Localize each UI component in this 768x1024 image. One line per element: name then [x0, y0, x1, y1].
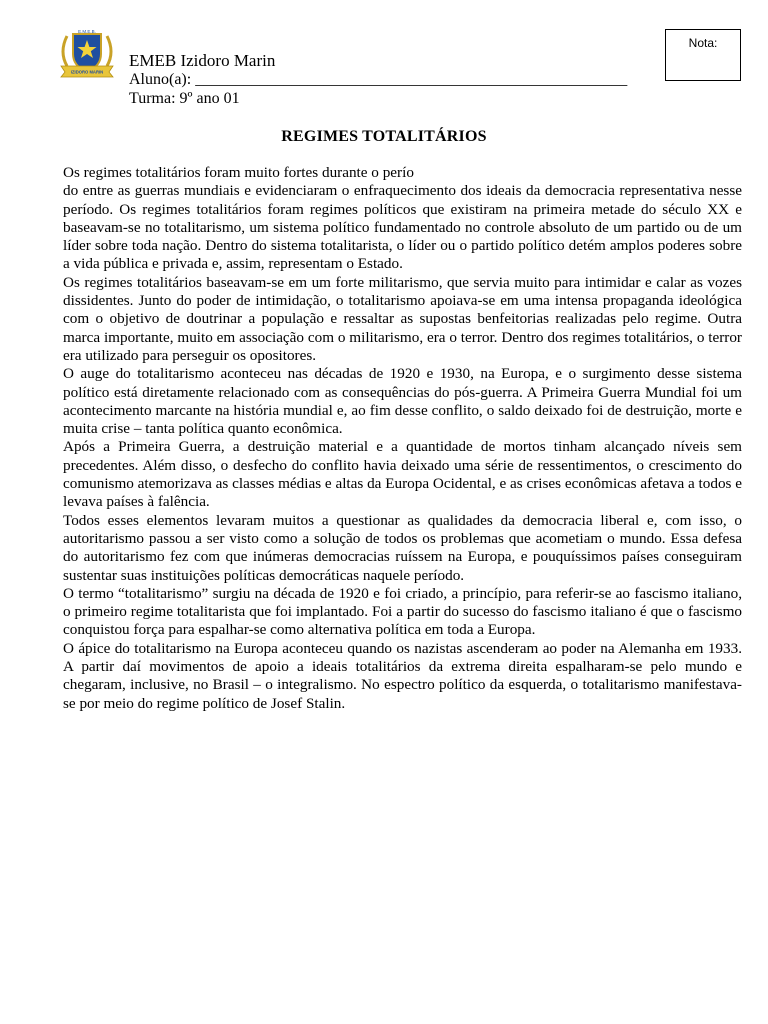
paragraph: O auge do totalitarismo aconteceu nas décadas de 1920 e 1930, na Europa, e o surgimento desse sistema político está diretamente relacionado com as consequências do pós-guerra. A Primeira Guerra Mundial foi um acontecimento marcante na história mundial e, ao fim desse conflito, o saldo deixado foi de destruição, morte e muita crise – tanta política quanto econômica. [63, 365, 742, 438]
document-body [63, 164, 742, 713]
nota-box[interactable] [665, 29, 741, 81]
paragraph: Os regimes totalitários baseavam-se em um forte militarismo, que servia muito para intimidar e calar as vozes dissidentes. Junto do poder de intimidação, o totalitarismo apoiava-se em uma intensa propaganda ideológica com o objetivo de doutrinar a população e ressaltar as supostas benfeitorias realizadas pelo regime. Outra marca importante, muito em associação com o militarismo, era o terror. Dentro dos regimes totalitários, o terror era utilizado para perseguir os opositores. [63, 273, 742, 364]
paragraph-intro-fragment: Os regimes totalitários foram muito fortes durante o perío [63, 164, 414, 181]
paragraph: Após a Primeira Guerra, a destruição material e a quantidade de mortos tinham alcançado níveis sem precedentes. Além disso, o desfecho do conflito havia deixado uma série de ressentimentos, o crescimento do comunismo atemorizava as classes médias e altas da Europa Ocidental, e as crises econômicas afetava a todos e levava países à falência. [63, 438, 742, 511]
document-title: REGIMES TOTALITÁRIOS [281, 128, 487, 145]
logo-top-text: E.M.E.B. [78, 29, 96, 34]
document-header [129, 51, 669, 108]
school-shield-logo [55, 28, 119, 78]
paragraph: Todos esses elementos levaram muitos a questionar as qualidades da democracia liberal e, com isso, o autoritarismo passou a ser visto como a solução de todos os problemas que acometiam o mundo. Essa defesa do autoritarismo fez com que inúmeras democracias ruíssem na Europa, e pouquíssimos países conseguiram sustentar suas instituições políticas democráticas naquele período. [63, 511, 742, 584]
nota-label: Nota: [688, 36, 718, 50]
paragraph: O ápice do totalitarismo na Europa aconteceu quando os nazistas ascenderam ao poder na Alemanha em 1933. A partir daí movimentos de apoio a ideais totalitários da extrema direita espalharam-se pelo mundo e chegaram, inclusive, no Brasil – o integralismo. No espectro político da esquerda, o totalitarismo manifestava-se por meio do regime político de Josef Stalin. [63, 639, 742, 712]
paragraph: do entre as guerras mundiais e evidenciaram o enfraquecimento dos ideais da democracia representativa nesse período. Os regimes totalitários foram regimes políticos que existiram na primeira metade do século XX e baseavam-se no totalitarismo, um sistema político fundamentado no controle absoluto de um partido ou de um líder sobre toda nação. Dentro do sistema totalitarista, o líder ou o partido político detém amplos poderes sobre a vida pública e privada e, assim, representam o Estado. [63, 182, 742, 273]
paragraph: O termo “totalitarismo” surgiu na década de 1920 e foi criado, a princípio, para referir-se ao fascismo italiano, o primeiro regime totalitarista que foi implantado. Foi a partir do sucesso do fascismo italiano é que o fascismo conquistou força para espalhar-se como alternativa política em toda a Europa. [63, 584, 742, 639]
student-name-line[interactable]: Aluno(a): ______________________________________________________ [129, 71, 628, 88]
school-name: EMEB Izidoro Marin [129, 51, 276, 70]
class-line: Turma: 9º ano 01 [129, 90, 240, 107]
school-shield-logo-svg [55, 28, 119, 78]
logo-ribbon-text: IZIDORO MARIN [70, 69, 104, 75]
